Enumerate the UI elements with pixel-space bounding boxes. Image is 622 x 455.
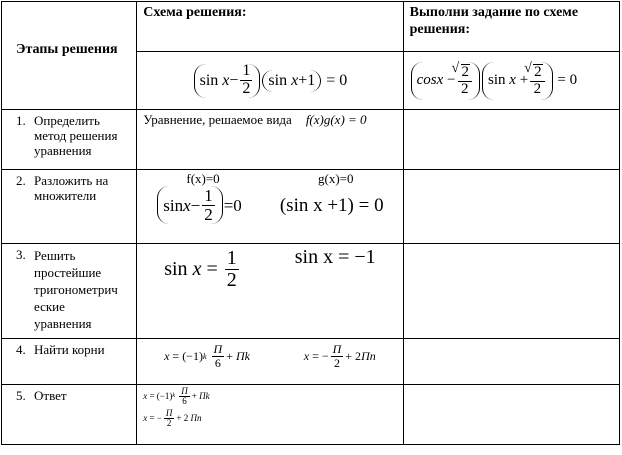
stage-label: Определить метод решения уравнения	[34, 113, 118, 158]
method-formula: f(x)g(x) = 0	[305, 112, 367, 127]
answer-cell[interactable]	[403, 244, 619, 339]
header-scheme	[137, 2, 403, 52]
table-row: 3. Решить простейшие тригонометрич еские уравнения sin x = $\frac{1}{2}$ sin x = −1	[2, 244, 620, 339]
solution-table	[1, 1, 620, 445]
stage-label: Решить простейшие тригонометрич еские уравнения	[34, 248, 118, 331]
sin-eq-minus-one: sin x = −1	[294, 246, 376, 268]
g-label: g(x)=0	[317, 171, 354, 186]
table-row: 1. Определить метод решения уравнения Уравнение, решаемое вида f(x)g(x) = 0	[2, 110, 620, 170]
stage-label: Разложить на множители	[34, 173, 109, 203]
table-row: 4. Найти корни x = (−1) k $\frac{П}{6}$ + Пk x = − $\frac{П}{2}$ + 2 Пn	[2, 339, 620, 385]
header-stages	[2, 2, 137, 110]
task-equation-cell	[403, 52, 619, 110]
f-label: f(x)=0	[186, 171, 220, 186]
header-scheme-text: Схема решения:	[143, 5, 247, 20]
task-equation: cosx − √ $\frac{2}{2}$ sin x + √ $\frac{2}{2}$ = 0	[404, 62, 619, 100]
stage-label: Найти корни	[34, 342, 105, 357]
stage-label: Ответ	[34, 388, 67, 403]
g-equation: (sin x +1) = 0	[279, 194, 384, 216]
table-row: 2. Разложить на множители f(x)=0 g(x)=0 sin x − $\frac{1}{2}$ =0 (sin x +1) = 0	[2, 170, 620, 244]
table-row: 5. Ответ x = (−1) k $\frac{П}{6}$ + Пk x = − $\frac{П}{2}$ + 2 Пn	[2, 385, 620, 445]
header-task	[403, 2, 619, 52]
method-text: Уравнение, решаемое вида	[143, 112, 292, 127]
answer-cell[interactable]	[403, 170, 619, 244]
scheme-equation-cell	[137, 52, 403, 110]
header-stages-text: Этапы решения	[16, 42, 118, 57]
header-task-text: Выполни задание по схеме решения:	[409, 5, 579, 37]
answer-cell[interactable]	[403, 110, 619, 170]
scheme-equation: sin x − $\frac{1}{2}$ sin x +1 = 0	[137, 64, 402, 98]
answer-cell[interactable]	[403, 385, 619, 445]
answer-cell[interactable]	[403, 339, 619, 385]
